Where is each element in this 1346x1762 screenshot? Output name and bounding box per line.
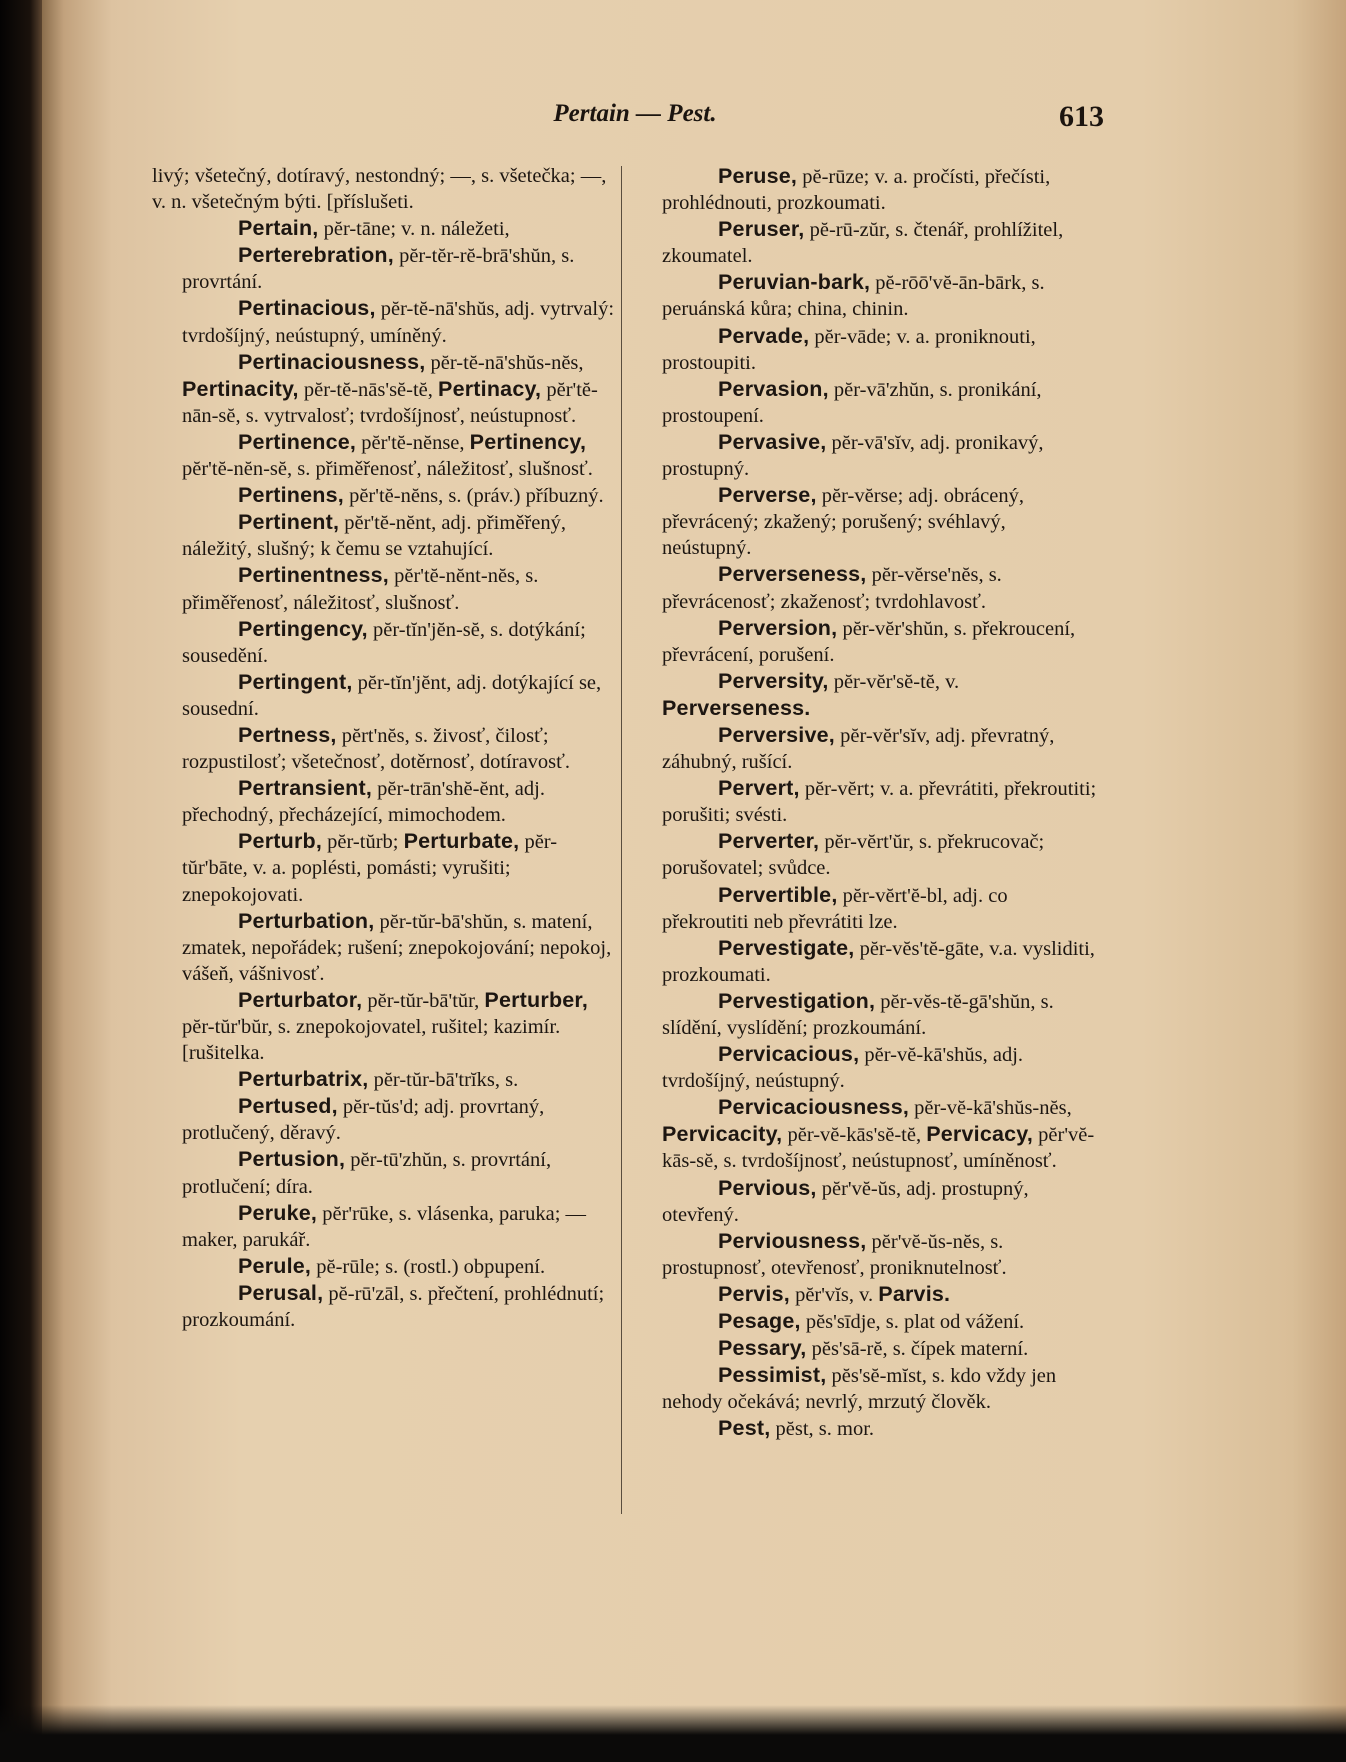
entry-text: pĕr-vĕrse; adj. obrácený, převrácený; zkažený; porušený; svéhlavý, neústupný. bbox=[662, 485, 1024, 560]
headword: Perusal, bbox=[238, 1280, 324, 1305]
headword: Perverter, bbox=[718, 829, 820, 854]
entry-text: pĕr'tĕ-nĕn-sĕ, s. přiměřenosť, náležitosť, slušnosť. bbox=[182, 458, 593, 481]
entry-text: pĕr-vĕs'tĕ-gāte, v.a. vysliditi, prozkoumati. bbox=[662, 937, 1095, 986]
dictionary-entry bbox=[632, 1415, 1098, 1442]
headword: Perturbate, bbox=[403, 829, 520, 854]
entry-text: pĕr-vĕs-tĕ-gā'shŭn, s. slídění, vyslídění; prozkoumání. bbox=[662, 990, 1054, 1039]
entry-text: pĕr'vĭs, v. bbox=[789, 1283, 879, 1306]
entry-text: pĕr-tāne; v. n. náležeti, bbox=[318, 218, 510, 241]
headword: Pertransient, bbox=[238, 776, 373, 801]
entry-text: pĕ-rū'zāl, s. přečtení, prohlédnutí; prozkoumání. bbox=[182, 1282, 605, 1332]
dictionary-entry bbox=[632, 269, 1098, 322]
entry-text: pĕr'vĕ-ŭs, adj. prostupný, otevřený. bbox=[662, 1177, 1029, 1226]
entry-text: pĕ-rūle; s. (rostl.) obpupení. bbox=[311, 1255, 546, 1278]
dictionary-entry bbox=[632, 615, 1098, 668]
dictionary-entry bbox=[632, 775, 1098, 828]
headword: Pertused, bbox=[238, 1094, 338, 1119]
bottom-shadow bbox=[0, 1705, 1346, 1762]
dictionary-entry bbox=[152, 1253, 620, 1280]
entry-text: pĕr-vĕ-kās'sĕ-tĕ, bbox=[782, 1124, 927, 1147]
entry-text: livý; všetečný, dotíravý, nestondný; —, s. všetečka; —, v. n. všetečným býti. [příslušeti. bbox=[152, 165, 607, 214]
entry-text: pĕr-vāde; v. a. proniknouti, prostoupiti. bbox=[662, 325, 1036, 374]
headword: Perverseness. bbox=[662, 695, 811, 720]
dictionary-entry bbox=[152, 669, 620, 722]
headword: Perverse, bbox=[718, 483, 817, 508]
entry-text: pĕs'sĕ-mĭst, s. kdo vždy jen nehody očekává; nevrlý, mrzutý člověk. bbox=[662, 1365, 1057, 1414]
entry-text: pĕr-tĭn'jĕnt, adj. dotýkající se, sousední. bbox=[182, 671, 602, 720]
dictionary-entry bbox=[632, 935, 1098, 988]
entry-text: pĕr-tŭrb; bbox=[322, 831, 404, 854]
dictionary-entry bbox=[632, 988, 1098, 1041]
entry-text: pĕst, s. mor. bbox=[770, 1418, 875, 1441]
entry-text: pĕr-tĕ-nā'shŭs-nĕs, bbox=[425, 351, 584, 374]
dictionary-entry bbox=[632, 376, 1098, 429]
headword: Parvis. bbox=[878, 1281, 951, 1306]
left-column bbox=[152, 163, 620, 1333]
entry-text: pĕr'tĕ-nĕnse, bbox=[356, 431, 470, 454]
headword: Perverseness, bbox=[718, 562, 867, 587]
headword: Pest, bbox=[718, 1416, 771, 1441]
entry-text: pĕr-vĕr'sĕ-tĕ, v. bbox=[828, 670, 960, 693]
headword: Pervicacious, bbox=[718, 1042, 860, 1067]
headword: Pesage, bbox=[718, 1309, 801, 1334]
entry-text: pĕrt'nĕs, s. živosť, čilosť; rozpustilosť; všetečnosť, dotěrnosť, dotíravosť. bbox=[182, 724, 571, 774]
entry-text: pĕr-tŭr-bā'tŭr, bbox=[362, 989, 485, 1012]
entry-text: pĕr'vĕ-kās-sĕ, s. tvrdošíjnosť, neústupnosť, umíněnosť. bbox=[662, 1124, 1095, 1173]
column-divider bbox=[621, 166, 622, 1514]
headword: Pervestigate, bbox=[718, 935, 855, 960]
headword: Pertinacious, bbox=[238, 296, 376, 321]
entry-text: pĕs'sīdje, s. plat od vážení. bbox=[800, 1311, 1025, 1334]
headword: Pervestigation, bbox=[718, 988, 876, 1013]
headword: Perturbatrix, bbox=[238, 1067, 369, 1092]
page-number: 613 bbox=[1059, 100, 1104, 133]
dictionary-entry bbox=[632, 482, 1098, 561]
entry-text: pĕr'vĕ-ŭs-nĕs, s. prostupnosť, otevřenosť, proniknutelnosť. bbox=[662, 1230, 1007, 1279]
entry-text: pĕr-tŭs'd; adj. provrtaný, protlučený, děravý. bbox=[182, 1096, 545, 1145]
dictionary-entry bbox=[152, 482, 620, 509]
dictionary-entry bbox=[632, 722, 1098, 775]
dictionary-entry bbox=[152, 1146, 620, 1199]
dictionary-entry bbox=[632, 668, 1098, 722]
headword: Pervertible, bbox=[718, 882, 838, 907]
dictionary-entry bbox=[152, 828, 620, 907]
headword: Pertingency, bbox=[238, 616, 368, 641]
headword: Pervert, bbox=[718, 776, 800, 801]
headword: Pervicacity, bbox=[662, 1122, 783, 1147]
dictionary-entry bbox=[152, 349, 620, 429]
right-column bbox=[632, 163, 1098, 1443]
entry-text: pĕr-vĕ-kā'shŭs-nĕs, bbox=[909, 1097, 1072, 1120]
running-head: Pertain — Pest. bbox=[553, 100, 717, 127]
dictionary-entry bbox=[152, 616, 620, 669]
entry-text: pĕr'rūke, s. vlásenka, paruka; — maker, parukář. bbox=[182, 1202, 587, 1251]
headword: Peruse, bbox=[718, 164, 798, 188]
dictionary-entry bbox=[152, 775, 620, 828]
headword: Perviousness, bbox=[718, 1228, 867, 1253]
entry-text: pĕr-tŭr-bā'trĭks, s. bbox=[368, 1069, 519, 1092]
headword: Perule, bbox=[238, 1253, 312, 1278]
headword: Pervious, bbox=[718, 1175, 817, 1200]
entry-text: pĕr'tĕ-nān-sĕ, s. vytrvalosť; tvrdošíjnosť, neústupnosť. bbox=[182, 378, 598, 427]
headword: Pervicaciousness, bbox=[718, 1095, 910, 1120]
headword: Perversion, bbox=[718, 615, 838, 640]
entry-text: pĕr-vā'sĭv, adj. pronikavý, prostupný. bbox=[662, 431, 1044, 481]
dictionary-entry bbox=[152, 1280, 620, 1333]
dictionary-entry bbox=[152, 1200, 620, 1253]
dictionary-entry bbox=[632, 1094, 1098, 1174]
entry-text: pĕr-tŭr'bāte, v. a. poplésti, pomásti; vyrušiti; znepokojovati. bbox=[182, 831, 558, 906]
dictionary-entry bbox=[152, 1093, 620, 1146]
entry-text: pĕr-vĕrt; v. a. převrátiti, překroutiti; porušiti; svésti. bbox=[662, 778, 1097, 827]
dictionary-entry bbox=[632, 882, 1098, 935]
entry-text: pĕ-rū-zŭr, s. čtenář, prohlížitel, zkoumatel. bbox=[662, 219, 1064, 268]
dictionary-entry bbox=[632, 1228, 1098, 1281]
entry-text: pĕr-tĕ-nā'shŭs, adj. vytrvalý: tvrdošíjný, neústupný, umíněný. bbox=[182, 298, 615, 347]
headword: Perterebration, bbox=[238, 243, 394, 268]
headword: Pervade, bbox=[718, 323, 810, 348]
entry-text: pĕr-vā'zhŭn, s. pronikání, prostoupení. bbox=[662, 378, 1042, 427]
entry-text: pĕr'tĕ-nĕnt-nĕs, s. přiměřenosť, náležitosť, slušnosť. bbox=[182, 565, 539, 614]
entry-text: pĕr-vĕrse'nĕs, s. převrácenosť; zkaženosť; tvrdohlavosť. bbox=[662, 564, 1002, 613]
headword: Pessimist, bbox=[718, 1363, 827, 1388]
entry-text: pĕr-vĕr'sĭv, adj. převratný, záhubný, rušící. bbox=[662, 724, 1055, 774]
dictionary-entry bbox=[632, 163, 1098, 216]
headword: Pervasive, bbox=[718, 429, 827, 454]
entry-text: pĕs'sā-rĕ, s. čípek materní. bbox=[806, 1338, 1029, 1361]
dictionary-entry bbox=[632, 1362, 1098, 1415]
headword: Peruser, bbox=[718, 217, 805, 242]
entry-text: pĕr'tĕ-nĕns, s. (práv.) příbuzný. bbox=[343, 485, 604, 508]
headword: Perversity, bbox=[718, 668, 829, 693]
dictionary-entry bbox=[632, 828, 1098, 881]
headword: Peruvian-bark, bbox=[718, 270, 871, 295]
dictionary-entry bbox=[152, 562, 620, 615]
headword: Pertinence, bbox=[238, 429, 357, 454]
entry-text: pĕr-trān'shĕ-ĕnt, adj. přechodný, přecházející, mimochodem. bbox=[182, 778, 545, 827]
dictionary-entry bbox=[632, 429, 1098, 482]
entry-text: pĕr-tŭr'bŭr, s. znepokojovatel, rušitel; kazimír. [rušitelka. bbox=[182, 1016, 561, 1065]
headword: Perturb, bbox=[238, 829, 323, 854]
headword: Pertain, bbox=[238, 216, 319, 241]
entry-text: pĕr-vĕ-kā'shŭs, adj. tvrdošíjný, neústupný. bbox=[662, 1044, 1024, 1093]
entry-text: pĕr-tĭn'jĕn-sĕ, s. dotýkání; sousedění. bbox=[182, 618, 586, 667]
dictionary-entry bbox=[632, 1281, 1098, 1308]
dictionary-entry bbox=[152, 987, 620, 1066]
headword: Pessary, bbox=[718, 1336, 807, 1361]
headword: Pervasion, bbox=[718, 376, 829, 401]
entry-text: pĕ-rōō'vĕ-ān-bārk, s. peruánská kůra; china, chinin. bbox=[662, 272, 1045, 321]
dictionary-entry bbox=[152, 295, 620, 348]
dictionary-entry bbox=[632, 216, 1098, 269]
entry-text: pĕr-tĕ-nās'sĕ-tĕ, bbox=[298, 378, 439, 401]
entry-text: pĕr-tŭr-bā'shŭn, s. matení, zmatek, nepořádek; rušení; znepokojování; nepokoj, vášeň, vášnivosť. bbox=[182, 910, 612, 985]
dictionary-entry bbox=[152, 908, 620, 987]
dictionary-entry bbox=[152, 163, 620, 215]
dictionary-entry bbox=[152, 215, 620, 242]
entry-text: pĕr'tĕ-nĕnt, adj. přiměřený, náležitý, slušný; k čemu se vztahující. bbox=[182, 512, 566, 561]
headword: Pertinaciousness, bbox=[238, 349, 426, 374]
headword: Pertinency, bbox=[469, 429, 587, 454]
headword: Pertinacy, bbox=[438, 376, 542, 401]
dictionary-entry bbox=[152, 722, 620, 775]
dictionary-entry bbox=[632, 1308, 1098, 1335]
dictionary-entry bbox=[632, 1335, 1098, 1362]
headword: Pertusion, bbox=[238, 1147, 346, 1172]
headword: Perturbation, bbox=[238, 908, 375, 933]
dictionary-entry bbox=[632, 561, 1098, 614]
headword: Pertinens, bbox=[238, 483, 344, 508]
dictionary-entry bbox=[152, 242, 620, 295]
entry-text: pĕ-rūze; v. a. pročísti, přečísti, prohlédnouti, prozkoumati. bbox=[662, 166, 1051, 215]
headword: Pertness, bbox=[238, 722, 337, 747]
entry-text: pĕr-tū'zhŭn, s. provrtání, protlučení; díra. bbox=[182, 1149, 552, 1198]
entry-text: pĕr-vĕrt'ĕ-bl, adj. co překroutiti neb převrátiti lze. bbox=[662, 884, 1008, 933]
dictionary-entry bbox=[152, 1066, 620, 1093]
headword: Pertinacity, bbox=[182, 376, 299, 401]
headword: Pertinentness, bbox=[238, 563, 389, 588]
headword: Perturber, bbox=[484, 987, 588, 1012]
headword: Pertinent, bbox=[238, 510, 340, 535]
headword: Pertingent, bbox=[238, 669, 353, 694]
dictionary-entry bbox=[632, 1175, 1098, 1228]
dictionary-entry bbox=[152, 429, 620, 482]
book-spine bbox=[0, 0, 42, 1762]
headword: Perturbator, bbox=[238, 987, 363, 1012]
headword: Pervicacy, bbox=[926, 1122, 1034, 1147]
headword: Perversive, bbox=[718, 722, 835, 747]
dictionary-entry bbox=[632, 1041, 1098, 1094]
headword: Peruke, bbox=[238, 1200, 318, 1225]
entry-text: pĕr-vĕrt'ŭr, s. překrucovač; porušovatel; svůdce. bbox=[662, 831, 1045, 880]
headword: Pervis, bbox=[718, 1281, 790, 1306]
entry-text: pĕr-vĕr'shŭn, s. překroucení, převrácení, porušení. bbox=[662, 617, 1076, 666]
dictionary-entry bbox=[152, 509, 620, 562]
entry-text: pĕr-tĕr-rĕ-brā'shŭn, s. provrtání. bbox=[182, 245, 575, 294]
dictionary-entry bbox=[632, 323, 1098, 376]
